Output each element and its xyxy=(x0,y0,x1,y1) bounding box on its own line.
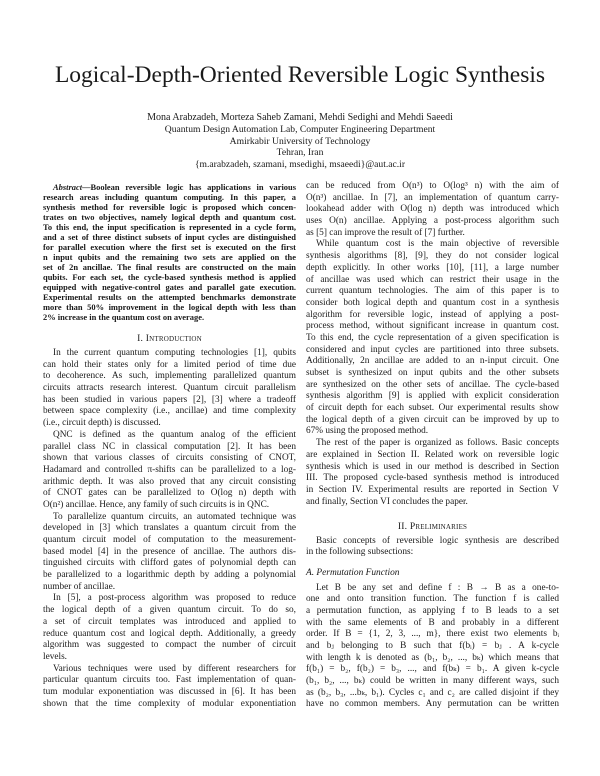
text-line: QNC is defined as the quantum analog of the efficient xyxy=(53,429,296,440)
text-line: III. The proposed cycle-based synthesis method is introduced xyxy=(306,473,559,484)
text-line: O(n²) ancillae. Hence, any family of such circuits is in QNC. xyxy=(43,499,270,510)
text-line: are synthesized on the other sets of ancillae. The cycle-based xyxy=(306,379,559,390)
text-line: algorithm was suggested to compact the number of circuit xyxy=(43,640,296,651)
text-line: number of ancillae. xyxy=(43,581,116,592)
text-line: consider both logical depth and quantum cost in a synthesis xyxy=(306,297,559,308)
affiliation-block xyxy=(0,124,600,170)
text-line: Experimental results on the attempted benchmarks demonstrate xyxy=(43,292,296,302)
text-line: circuits attracts research interest. Quantum circuit parallelism xyxy=(43,383,296,394)
text-line: Let B be any set and define f : B → B as a one-to- xyxy=(316,582,559,593)
text-line: a set of circuit templates was introduced and applied to xyxy=(43,616,296,627)
text-line: the logical depth of a given quantum circuit. To do so, xyxy=(43,605,296,616)
text-line: the logical depth of a given circuit can be improved by up to xyxy=(306,414,559,425)
paper-title: Logical-Depth-Oriented Reversible Logic Synthesis xyxy=(54,62,546,88)
abstract xyxy=(43,182,296,322)
text-line: In the current quantum computing technologies [1], qubits xyxy=(53,348,296,358)
text-line: The rest of the paper is organized as follows. Basic concepts xyxy=(316,438,559,449)
text-line: subset is synthesized on input qubits and the other subsets xyxy=(306,368,559,378)
text-line: order. If B = {1, 2, 3, ..., m}, there exist two elements bᵢ xyxy=(306,629,559,640)
text-line: particular quantum circuits too. Fast implementation of quan- xyxy=(43,675,296,686)
text-line: While quantum cost is the main objective of reversible xyxy=(316,239,559,250)
text-line: for parallel execution where the first set is executed on the first xyxy=(43,242,296,252)
paragraph xyxy=(43,593,296,663)
text-line: parallel class NC in classical computation [2]. It has been xyxy=(43,441,296,452)
text-line: tum modular exponentiation was discussed in [6]. It has been xyxy=(43,686,296,697)
text-line: O(n³) ancillae. In [7], an implementation of quantum carry- xyxy=(306,192,559,203)
affiliation-city: Tehran, Iran xyxy=(276,147,324,158)
text-line: tinguished circuits with clifford gates of polynomial depth can xyxy=(43,558,296,569)
text-line: 2% increase in the quantum cost on average. xyxy=(43,312,205,322)
text-line: based model [4] in the presence of ancillae. The authors dis- xyxy=(43,546,296,557)
text-line: one and onto transition function. The function f is called xyxy=(306,594,559,605)
text-line: can be reduced from O(n³) to O(log³ n) with the aim of xyxy=(306,181,559,191)
left-column xyxy=(43,182,296,710)
text-line: qubits. For each set, the cycle-based synthesis method is applied xyxy=(43,272,296,282)
text-line: synthesis which is used in our method is described in Section xyxy=(306,461,559,472)
text-line: To parallelize quantum circuits, an automated technique was xyxy=(53,511,296,522)
text-line: of circuit depth for each subset. Our experimental results show xyxy=(306,403,559,414)
text-line: levels. xyxy=(43,651,68,662)
text-line: set of 2n ancillae. The final results are constructed on the main xyxy=(43,262,296,272)
paragraph xyxy=(306,583,559,712)
text-line: Hadamard and controlled π-shifts can be parallelized to a log- xyxy=(43,464,296,475)
text-line: research areas including quantum computing. In this paper, a xyxy=(43,192,296,202)
text-line: To this end, the cycle representation of a given specification is xyxy=(306,332,559,343)
text-line: (b₁, b₂, ..., bₖ) could be written in many different ways, such xyxy=(306,676,559,687)
text-line: In [5], a post-process algorithm was proposed to reduce xyxy=(53,593,296,604)
text-line: can hold their states only for a limited period of time due xyxy=(43,359,296,370)
text-line: equipped with negative-control gates and parallel gate execution. xyxy=(43,282,296,292)
text-line: in Section IV. Experimental results are reported in Section V xyxy=(306,484,559,495)
text-line: algorithm for reversible logic, instead of applying a post- xyxy=(306,309,559,320)
text-line: a permutation function, as applying f to B leads to a set xyxy=(306,605,559,616)
text-line: and finally, Section VI concludes the paper. xyxy=(306,496,468,507)
text-line: between space complexity (i.e., ancillae) and time complexity xyxy=(43,406,296,417)
text-line: considered and input cycles are partitioned into three subsets. xyxy=(306,344,559,355)
text-line: and bⱼ belonging to B such that f(bᵢ) = bⱼ . A k-cycle xyxy=(306,641,559,652)
text-line: Additionally, 2n ancillae are added to an n-input circuit. One xyxy=(306,356,559,367)
paragraph xyxy=(43,512,296,594)
text-line: and a set of three distinct subsets of input cycles are distinguished xyxy=(43,232,296,242)
text-line: (i.e., circuit depth) is discussed. xyxy=(43,418,161,429)
text-line: be parallelized to a logarithmic depth by adding a polynomial xyxy=(43,570,296,581)
text-line: of CNOT gates can be parallelized to O(log n) depth with xyxy=(43,488,296,499)
text-line: synthesis method for reversible logic is proposed which concen- xyxy=(43,202,296,212)
text-line: uses O(n) ancillae. Applying a post-process algorithm such xyxy=(306,216,559,227)
paragraph xyxy=(306,181,559,239)
text-line: current quantum technologies. The aim of this paper is to xyxy=(306,286,559,297)
text-line: 67% using the proposed method. xyxy=(306,426,429,437)
text-line: f(b₁) = b₂, f(b₂) = b₃, ..., and f(bₖ) = b₁. A given k-cycle xyxy=(306,664,559,675)
text-line: are explained in Section II. Related work on reversible logic xyxy=(306,449,559,460)
text-line: arithmic depth. It was also proved that any circuit consisting xyxy=(43,476,296,487)
text-line: To this end, the input specification is represented in a cycle form, xyxy=(43,222,296,232)
right-column xyxy=(306,181,559,711)
paragraph xyxy=(43,348,296,430)
paragraph xyxy=(306,438,559,508)
author-list: Mona Arabzadeh, Morteza Saheb Zamani, Mehdi Sedighi and Mehdi Saeedi xyxy=(147,112,453,123)
text-line xyxy=(43,182,296,192)
text-line: Various techniques were used by different researchers for xyxy=(53,663,296,674)
text-line: n input qubits and the remaining two sets are applied on the xyxy=(43,252,296,262)
text-line: trates on two objectives, namely logical depth and quantum cost. xyxy=(43,212,296,222)
text-line: synthesis algorithms [8], [9], they do not consider logical xyxy=(306,251,559,262)
text-line: shown that various classes of circuits consisting of CNOT, xyxy=(43,453,296,464)
affiliation-university: Amirkabir University of Technology xyxy=(229,135,371,147)
text-line: lookahead adder with O(log n) depth was introduced which xyxy=(306,204,559,215)
text-line: has been studied in various papers [2], [3] where a tradeoff xyxy=(43,394,296,405)
paragraph xyxy=(43,664,296,711)
text-line: to decoherence. As such, implementing parallelized quantum xyxy=(43,371,296,382)
text-line: shown that the time complexity of modular exponentiation xyxy=(43,698,296,709)
text-line: have no common members. Any permutation can be written xyxy=(306,699,559,710)
text-line: of ancillae was used which can restrict their usage in the xyxy=(306,274,559,285)
text-line: with length k is denoted as (b₁, b₂, ..., bₖ) which means that xyxy=(306,652,559,663)
paragraph xyxy=(306,239,559,438)
section-heading: I. Introduction xyxy=(137,333,202,344)
text-line: developed in [3] which translates a quantum circuit from the xyxy=(43,523,296,534)
text-line: quantum circuit model of computation to the measurement- xyxy=(43,535,296,545)
author-emails: {m.arabzadeh, szamani, msedighi, msaeedi}@aut.ac.ir xyxy=(194,158,406,170)
text-line: Basic concepts of reversible logic synthesis are described xyxy=(316,535,559,546)
text-line: synthesis algorithm [9] is applied with explicit consideration xyxy=(306,391,559,402)
affiliation-lab: Quantum Design Automation Lab, Computer Engineering Department xyxy=(164,124,436,135)
paragraph xyxy=(306,536,559,559)
text-line: as (b₂, b₃, ...bₖ, b₁). Cycles c₁ and c₂ are called disjoint if they xyxy=(306,687,559,698)
subsection-heading: A. Permutation Function xyxy=(306,567,400,578)
abstract-label: Abstract xyxy=(53,182,83,192)
section-heading: II. Preliminaries xyxy=(397,520,468,532)
text-line: with the same elements of B and probably in a different xyxy=(306,617,559,628)
text-line: process method, without significant increase in quantum cost. xyxy=(306,321,559,332)
text-line: reduce quantum cost and logical depth. Additionally, a greedy xyxy=(43,628,296,639)
text-line: in the following subsections: xyxy=(306,547,414,558)
abstract-text: —Boolean reversible logic has applications in various xyxy=(82,182,296,192)
text-line: as [5] can improve the result of [7] further. xyxy=(306,227,465,238)
text-line: depth explicitly. In other works [10], [11], a large number xyxy=(306,262,559,273)
text-line: more than 50% improvement in the logical depth with less than xyxy=(43,302,296,312)
paragraph xyxy=(43,430,296,512)
